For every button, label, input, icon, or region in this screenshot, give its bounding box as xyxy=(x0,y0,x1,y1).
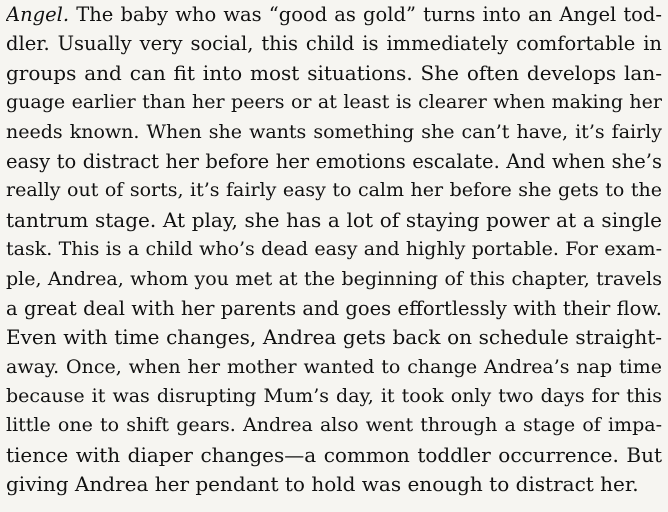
text-line: because it was disrupting Mum’s day, it took only two days for this xyxy=(6,385,662,408)
text-line: tience with diaper changes—a common toddler occurrence. But xyxy=(6,442,662,467)
lead-term: Angel. xyxy=(6,3,70,26)
text-line: away. Once, when her mother wanted to change Andrea’s nap time xyxy=(6,355,662,378)
text-line: guage earlier than her peers or at least is clearer when making her xyxy=(6,91,662,114)
text-line-content: The baby who was “good as gold” turns into an Angel tod- xyxy=(69,3,662,26)
text-line: dler. Usually very social, this child is immediately comfortable in xyxy=(6,32,662,56)
text-line-last: giving Andrea her pendant to hold was enough to distract her. xyxy=(6,472,639,497)
text-line: a great deal with her parents and goes effortlessly with their flow. xyxy=(6,296,662,320)
body-paragraph xyxy=(6,0,662,500)
text-line: groups and can fit into most situations. She often develops lan- xyxy=(6,60,662,85)
text-line: tantrum stage. At play, she has a lot of staying power at a single xyxy=(6,207,662,232)
text-line: little one to shift gears. Andrea also went through a stage of impa- xyxy=(6,414,662,437)
text-line: Even with time changes, Andrea gets back on schedule straight- xyxy=(6,325,662,350)
text-line: easy to distract her before her emotions escalate. And when she’s xyxy=(6,149,662,173)
text-line: ple, Andrea, whom you met at the beginning of this chapter, travels xyxy=(6,267,662,290)
text-line: task. This is a child who’s dead easy and highly portable. For exam- xyxy=(6,238,662,261)
text-line: really out of sorts, it’s fairly easy to calm her before she gets to the xyxy=(6,179,662,202)
text-line: needs known. When she wants something she can’t have, it’s fairly xyxy=(6,120,662,143)
text-line xyxy=(6,0,662,29)
